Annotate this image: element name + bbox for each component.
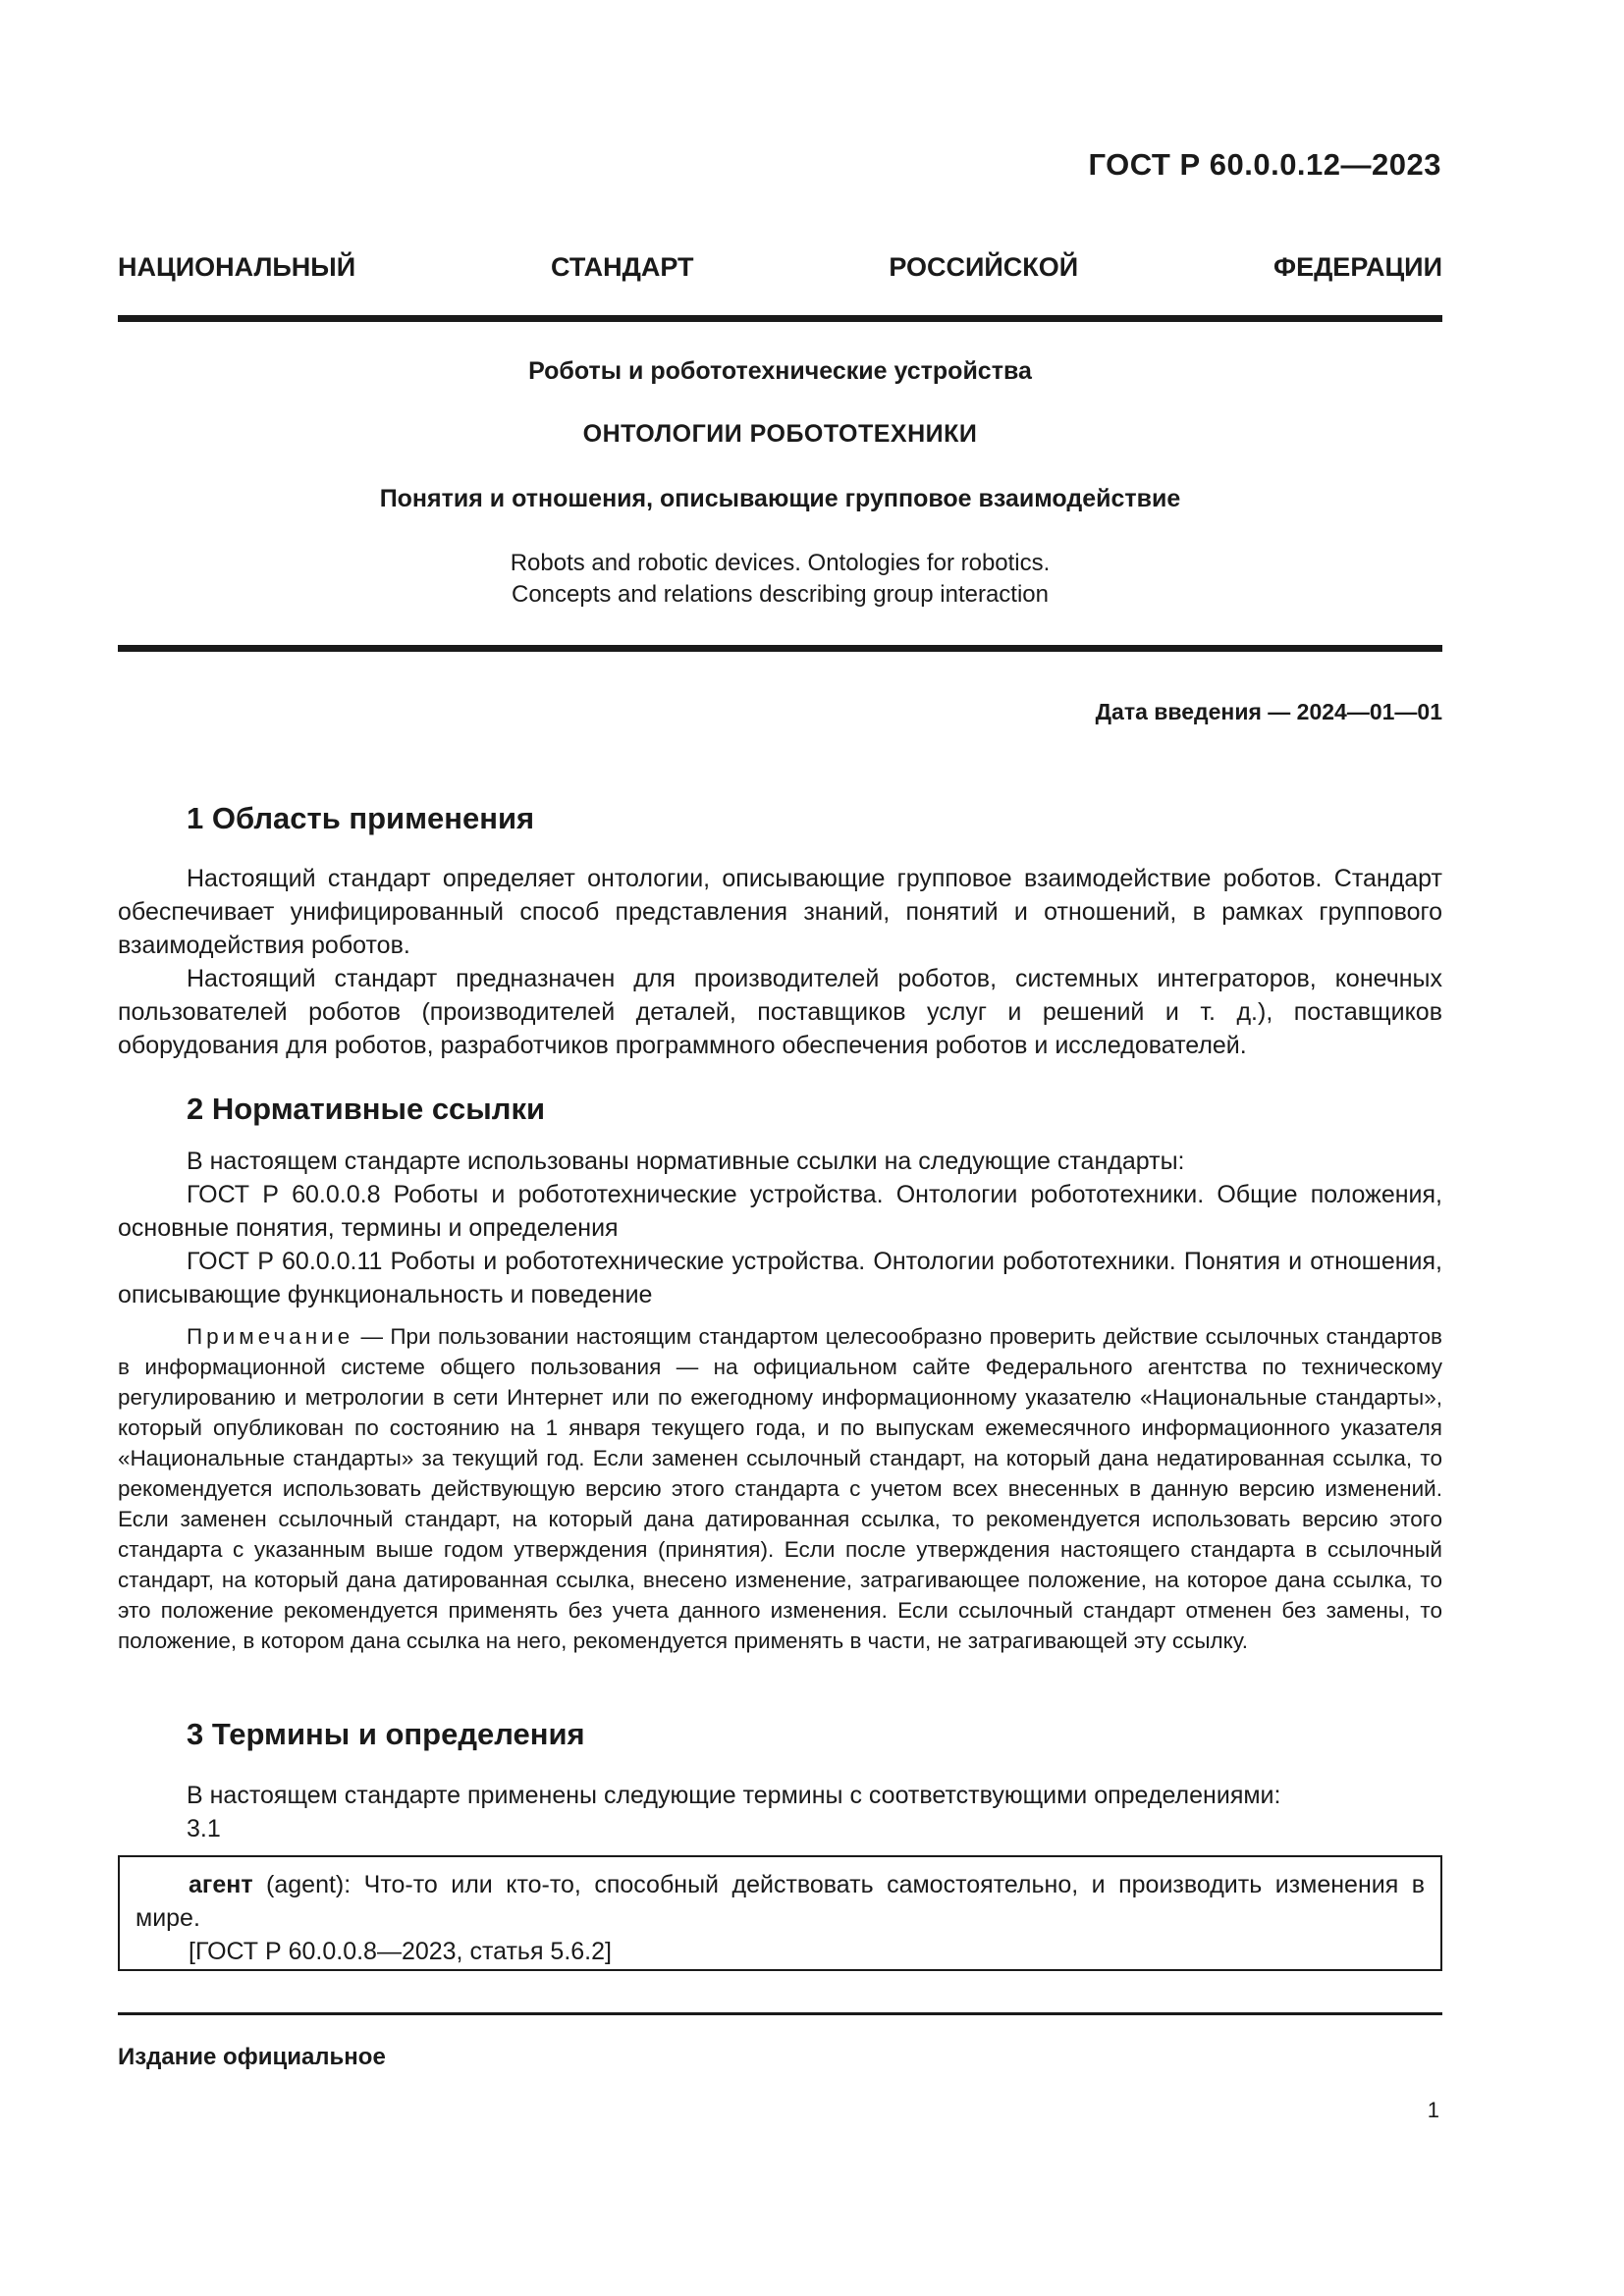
term-name: агент — [189, 1871, 253, 1898]
note-label: Примечание — [187, 1324, 354, 1349]
title-line-2: ОНТОЛОГИИ РОБОТОТЕХНИКИ — [582, 420, 978, 448]
footer-rule — [118, 2012, 1442, 2015]
note-text: — При пользовании настоящим стандартом целесообразно проверить действие ссылочных стандартов в информационной системе общего пользования — на официальном сайте Федерального агентства по техническому регулированию и метрологии в сети Интернет или по ежегодному информационному указателю «Национальные стандарты», который опубликован по состоянию на 1 января текущего года, и по выпускам ежемесячного информационного указателя «Национальные стандарты» за текущий год. Если заменен ссылочный стандарт, на который дана недатированная ссылка, то рекомендуется использовать действующую версию этого стандарта с учетом всех внесенных в данную версию изменений. Если заменен ссылочный стандарт, на который дана датированная ссылка, то рекомендуется использовать версию этого стандарта с указанным выше годом утверждения (принятия). Если после утверждения настоящего стандарта в ссылочный стандарт, на который дана датированная ссылка, внесено изменение, затрагивающее положение, на которое дана ссылка, то это положение рекомендуется применять без учета данного изменения. Если ссылочный стандарт отменен без замены, то положение, в котором дана ссылка на него, рекомендуется применять в части, не затрагивающей эту ссылку. — [118, 1324, 1442, 1653]
national-standard-banner: НАЦИОНАЛЬНЫЙ СТАНДАРТ РОССИЙСКОЙ ФЕДЕРАЦИИ — [118, 252, 1442, 282]
english-title-line-1: Robots and robotic devices. Ontologies for robotics. — [510, 550, 1051, 576]
title-line-3: Понятия и отношения, описывающие групповое взаимодействие — [379, 485, 1181, 512]
english-title — [118, 548, 1442, 611]
term-number: 3.1 — [187, 1815, 221, 1842]
introduction-date: Дата введения — 2024—01—01 — [1095, 699, 1442, 724]
english-title-line-2: Concepts and relations describing group interaction — [512, 581, 1049, 608]
title-rule — [118, 645, 1442, 652]
header-rule — [118, 315, 1442, 322]
section-1-paragraph-1: Настоящий стандарт определяет онтологии, описывающие групповое взаимодействие роботов. Стандарт обеспечивает унифицированный способ представления знаний, понятий и отношений, в рамках группового взаимодействия роботов. — [118, 865, 1442, 959]
title-line-1: Роботы и робототехнические устройства — [528, 357, 1032, 385]
section-2-heading: 2 Нормативные ссылки — [187, 1092, 546, 1126]
section-2-intro: В настоящем стандарте использованы нормативные ссылки на следующие стандарты: — [187, 1148, 1185, 1175]
page-number: 1 — [1427, 2098, 1439, 2122]
term-source: [ГОСТ Р 60.0.0.8—2023, статья 5.6.2] — [189, 1938, 612, 1965]
section-1-heading: 1 Область применения — [187, 801, 535, 835]
term-definition-box — [118, 1855, 1442, 1971]
official-edition-label: Издание официальное — [118, 2044, 386, 2070]
document-code: ГОСТ Р 60.0.0.12—2023 — [1088, 147, 1441, 182]
section-3-heading: 3 Термины и определения — [187, 1717, 585, 1751]
term-entry — [135, 1868, 1425, 1935]
normative-reference-1: ГОСТ Р 60.0.0.8 Роботы и робототехнические устройства. Онтологии робототехники. Общие положения, основные понятия, термины и определения — [118, 1181, 1442, 1242]
section-3-intro: В настоящем стандарте применены следующие термины с соответствующими определениями: — [187, 1782, 1281, 1809]
normative-reference-2: ГОСТ Р 60.0.0.11 Роботы и робототехнические устройства. Онтологии робототехники. Понятия и отношения, описывающие функциональность и поведение — [118, 1248, 1442, 1308]
section-1-paragraph-2: Настоящий стандарт предназначен для производителей роботов, системных интеграторов, конечных пользователей роботов (производителей деталей, поставщиков услуг и решений и т. д.), поставщиков оборудования для роботов, разработчиков программного обеспечения роботов и исследователей. — [118, 965, 1442, 1059]
reference-note — [118, 1321, 1442, 1656]
term-definition: (agent): Что-то или кто-то, способный действовать самостоятельно, и производить изменения в мире. — [135, 1871, 1425, 1932]
